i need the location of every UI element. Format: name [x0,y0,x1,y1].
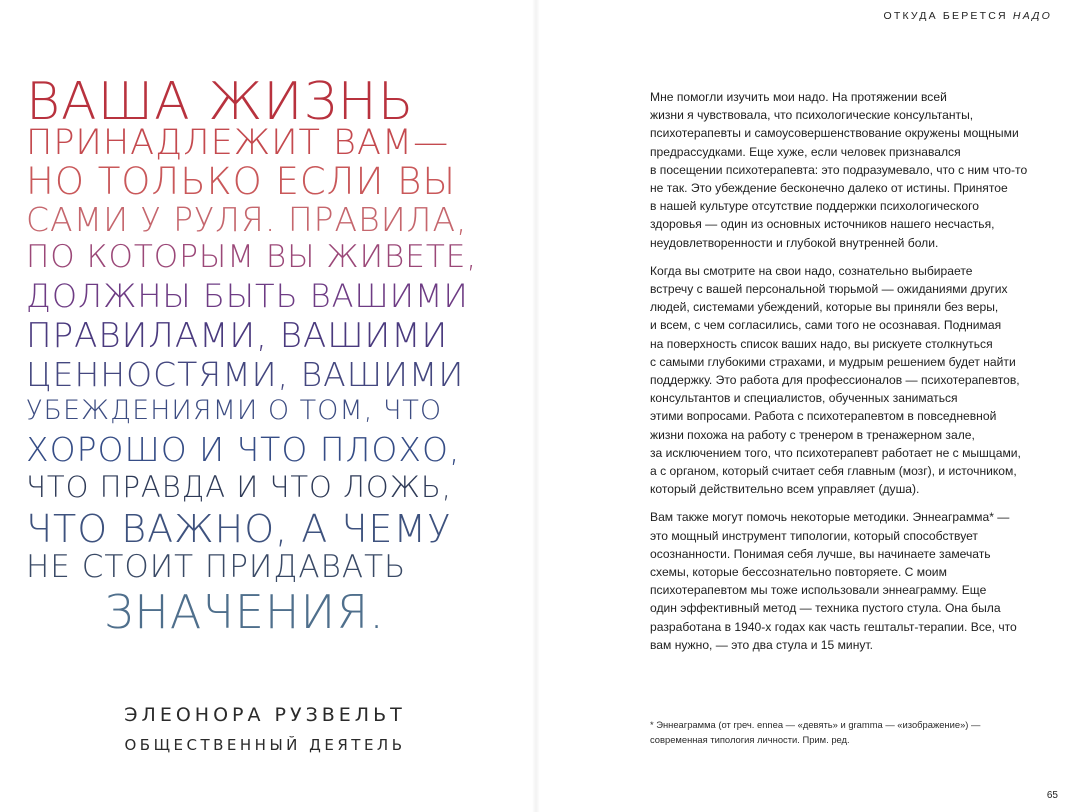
paragraph [650,88,1062,252]
text-line: и всем, с чем согласились, сами того не осознавая. Поднимая [650,318,1002,333]
paragraph [650,262,1062,499]
running-head-emphasis: НАДО [1012,10,1052,22]
text-line: за исключением того, что психотерапевт работает не с мышцами, [650,445,1021,460]
quote-author-role: ОБЩЕСТВЕННЫЙ ДЕЯТЕЛЬ [124,736,406,754]
quote-line: ХОРОШО И ЧТО ПЛОХО, [26,430,461,469]
text-line: неудовлетворенности и глубокой внутренней боли. [650,235,939,250]
quote-line: ВАША ЖИЗНЬ [26,72,415,132]
text-line: это мощный инструмент типологии, который способствует [650,528,978,543]
text-line: жизни похожа на работу с тренером в тренажерном зале, [650,427,975,442]
text-line: схемы, которые бессознательно повторяете. С моим [650,565,947,580]
quote-line: САМИ У РУЛЯ. ПРАВИЛА, [26,200,468,239]
quote-attribution [120,704,410,754]
text-line: людей, системами убеждений, которые вы приняли без веры, [650,300,999,315]
text-line: Мне помогли изучить мои надо. На протяжении всей [650,90,947,104]
quote-line: ЧТО ПРАВДА И ЧТО ЛОЖЬ, [26,470,452,504]
text-line: осознанности. Понимая себя лучше, вы начинаете замечать [650,546,991,561]
text-line: консультантов и специалистов, обученных заниматься [650,391,958,406]
quote-line: ЧТО ВАЖНО, А ЧЕМУ [26,507,452,551]
text-line: психотерапевты и самоусовершенствование окружены мощными [650,126,1019,141]
quote-line: ПРАВИЛАМИ, ВАШИМИ [26,316,449,356]
page-number: 65 [1046,790,1058,801]
text-line: здоровья — один из основных источников нашего несчастья, [650,217,995,232]
text-line: с самыми глубокими страхами, и мудрым решением будет найти [650,354,1016,369]
quote-author: ЭЛЕОНОРА РУЗВЕЛЬТ [124,704,406,726]
body-text [650,88,1062,664]
quote-line: НО ТОЛЬКО ЕСЛИ ВЫ [26,160,457,203]
text-line: психотерапевтом мы тоже использовали эннеаграмму. Еще [650,583,987,598]
hand-lettered-quote [26,72,496,639]
text-line: разработана в 1940-х годах как часть гештальт-терапии. Все, что [650,619,1017,634]
text-line: не так. Это убеждение бесконечно далеко от истины. Принятое [650,181,1008,196]
text-line: жизни я чувствовала, что психологические консультанты, [650,108,974,123]
text-line: на поверхность список ваших надо, вы рискуете столкнуться [650,336,993,351]
quote-line: НЕ СТОИТ ПРИДАВАТЬ [26,549,407,585]
text-line: который действительно всем управляет (душа). [650,482,920,497]
running-head-text: ОТКУДА БЕРЕТСЯ [883,10,1013,22]
quote-line: ЗНАЧЕНИЯ. [104,585,385,639]
paragraph [650,508,1062,654]
page-gutter [532,0,540,812]
text-line: вам нужно, — это два стула и 15 минут. [650,637,873,652]
quote-line: ПО КОТОРЫМ ВЫ ЖИВЕТЕ, [26,239,478,275]
quote-line: ПРИНАДЛЕЖИТ ВАМ— [26,123,450,163]
text-line: один эффективный метод — техника пустого стула. Она была [650,601,1001,616]
text-line: встречу с вашей персональной тюрьмой — ожиданиями других [650,282,1008,297]
quote-line: УБЕЖДЕНИЯМИ О ТОМ, ЧТО [26,395,443,426]
text-line: предрассудками. Еще хуже, если человек признавался [650,144,961,159]
text-line: а с органом, который считает себя главным (мозг), и источником, [650,464,1017,479]
footnote-line: * Эннеаграмма (от греч. ennea — «девять» и gramma — «изображение») — [650,719,981,730]
text-line: в посещении психотерапевта: это подразумевало, что с ним что-то [650,162,1028,177]
quote-line: ДОЛЖНЫ БЫТЬ ВАШИМИ [26,277,469,315]
text-line: в нашей культуре отсутствие поддержки психологического [650,199,979,214]
footnote [650,717,1062,747]
text-line: этими вопросами. Работа с психотерапевтом в повседневной [650,409,997,424]
text-line: Вам также могут помочь некоторые методики. Эннеаграмма* — [650,510,1010,525]
running-head [883,10,1052,22]
text-line: поддержку. Это работа для профессионалов — психотерапевтов, [650,373,1020,388]
text-line: Когда вы смотрите на свои надо, сознательно выбираете [650,263,973,278]
footnote-line: современная типология личности. Прим. ред. [650,734,850,745]
quote-line: ЦЕННОСТЯМИ, ВАШИМИ [26,355,465,394]
